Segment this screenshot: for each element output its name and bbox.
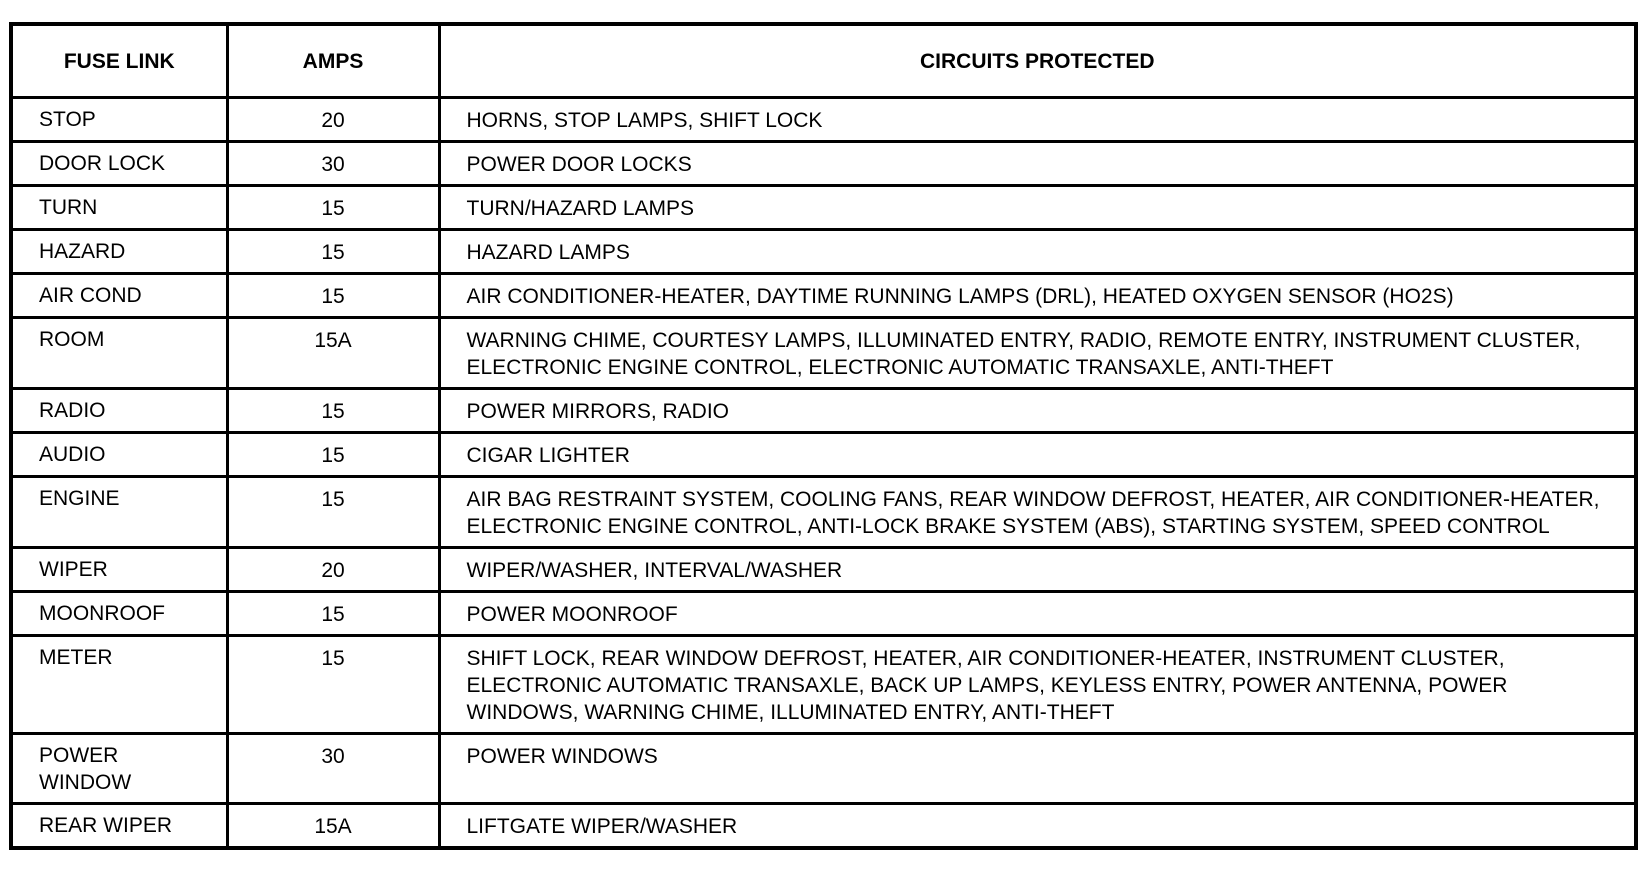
table-row (11, 389, 1636, 433)
circuits-cell: CIGAR LIGHTER (439, 433, 1636, 477)
circuits-cell: WARNING CHIME, COURTESY LAMPS, ILLUMINATED ENTRY, RADIO, REMOTE ENTRY, INSTRUMENT CLUSTER, ELECTRONIC ENGINE CONTROL, ELECTRONIC AUTOMATIC TRANSAXLE, ANTI-THEFT (439, 318, 1636, 389)
amps-cell: 15 (227, 186, 439, 230)
fuse-link-cell: METER (11, 636, 227, 734)
amps-cell: 15 (227, 433, 439, 477)
circuits-cell: AIR BAG RESTRAINT SYSTEM, COOLING FANS, REAR WINDOW DEFROST, HEATER, AIR CONDITIONER-HEATER, ELECTRONIC ENGINE CONTROL, ANTI-LOCK BRAKE SYSTEM (ABS), STARTING SYSTEM, SPEED CONTROL (439, 477, 1636, 548)
circuits-cell: SHIFT LOCK, REAR WINDOW DEFROST, HEATER, AIR CONDITIONER-HEATER, INSTRUMENT CLUSTER, ELECTRONIC AUTOMATIC TRANSAXLE, BACK UP LAMPS, KEYLESS ENTRY, POWER ANTENNA, POWER WINDOWS, WARNING CHIME, ILLUMINATED ENTRY, ANTI-THEFT (439, 636, 1636, 734)
amps-cell: 15 (227, 230, 439, 274)
circuits-cell: POWER DOOR LOCKS (439, 142, 1636, 186)
amps-cell: 30 (227, 142, 439, 186)
table-row (11, 804, 1636, 849)
table-row (11, 142, 1636, 186)
fuse-link-cell: AUDIO (11, 433, 227, 477)
fuse-link-cell: POWER WINDOW (11, 734, 227, 804)
amps-cell: 20 (227, 98, 439, 142)
table-row (11, 433, 1636, 477)
amps-cell: 15A (227, 318, 439, 389)
header-amps: AMPS (227, 24, 439, 98)
fuse-link-cell: RADIO (11, 389, 227, 433)
header-fuse-link: FUSE LINK (11, 24, 227, 98)
fuse-link-cell: WIPER (11, 548, 227, 592)
table-row (11, 636, 1636, 734)
amps-cell: 15 (227, 477, 439, 548)
fuse-link-cell: ENGINE (11, 477, 227, 548)
amps-cell: 15 (227, 592, 439, 636)
amps-cell: 15 (227, 389, 439, 433)
fuse-link-table (9, 22, 1638, 850)
table-header-row (11, 24, 1636, 98)
amps-cell: 15 (227, 636, 439, 734)
fuse-link-cell: TURN (11, 186, 227, 230)
amps-cell: 30 (227, 734, 439, 804)
table-row (11, 186, 1636, 230)
amps-cell: 20 (227, 548, 439, 592)
header-circuits-protected: CIRCUITS PROTECTED (439, 24, 1636, 98)
fuse-link-cell: ROOM (11, 318, 227, 389)
fuse-link-cell: MOONROOF (11, 592, 227, 636)
table-row (11, 98, 1636, 142)
circuits-cell: LIFTGATE WIPER/WASHER (439, 804, 1636, 849)
amps-cell: 15A (227, 804, 439, 849)
table-row (11, 548, 1636, 592)
table-row (11, 592, 1636, 636)
table-row (11, 318, 1636, 389)
circuits-cell: HORNS, STOP LAMPS, SHIFT LOCK (439, 98, 1636, 142)
circuits-cell: AIR CONDITIONER-HEATER, DAYTIME RUNNING LAMPS (DRL), HEATED OXYGEN SENSOR (HO2S) (439, 274, 1636, 318)
fuse-link-cell: STOP (11, 98, 227, 142)
fuse-link-cell: HAZARD (11, 230, 227, 274)
amps-cell: 15 (227, 274, 439, 318)
fuse-link-cell: AIR COND (11, 274, 227, 318)
table-row (11, 477, 1636, 548)
circuits-cell: WIPER/WASHER, INTERVAL/WASHER (439, 548, 1636, 592)
table-row (11, 734, 1636, 804)
fuse-link-cell: REAR WIPER (11, 804, 227, 849)
circuits-cell: POWER MIRRORS, RADIO (439, 389, 1636, 433)
table-row (11, 230, 1636, 274)
circuits-cell: HAZARD LAMPS (439, 230, 1636, 274)
circuits-cell: POWER MOONROOF (439, 592, 1636, 636)
fuse-link-cell: DOOR LOCK (11, 142, 227, 186)
circuits-cell: TURN/HAZARD LAMPS (439, 186, 1636, 230)
circuits-cell: POWER WINDOWS (439, 734, 1636, 804)
table-row (11, 274, 1636, 318)
